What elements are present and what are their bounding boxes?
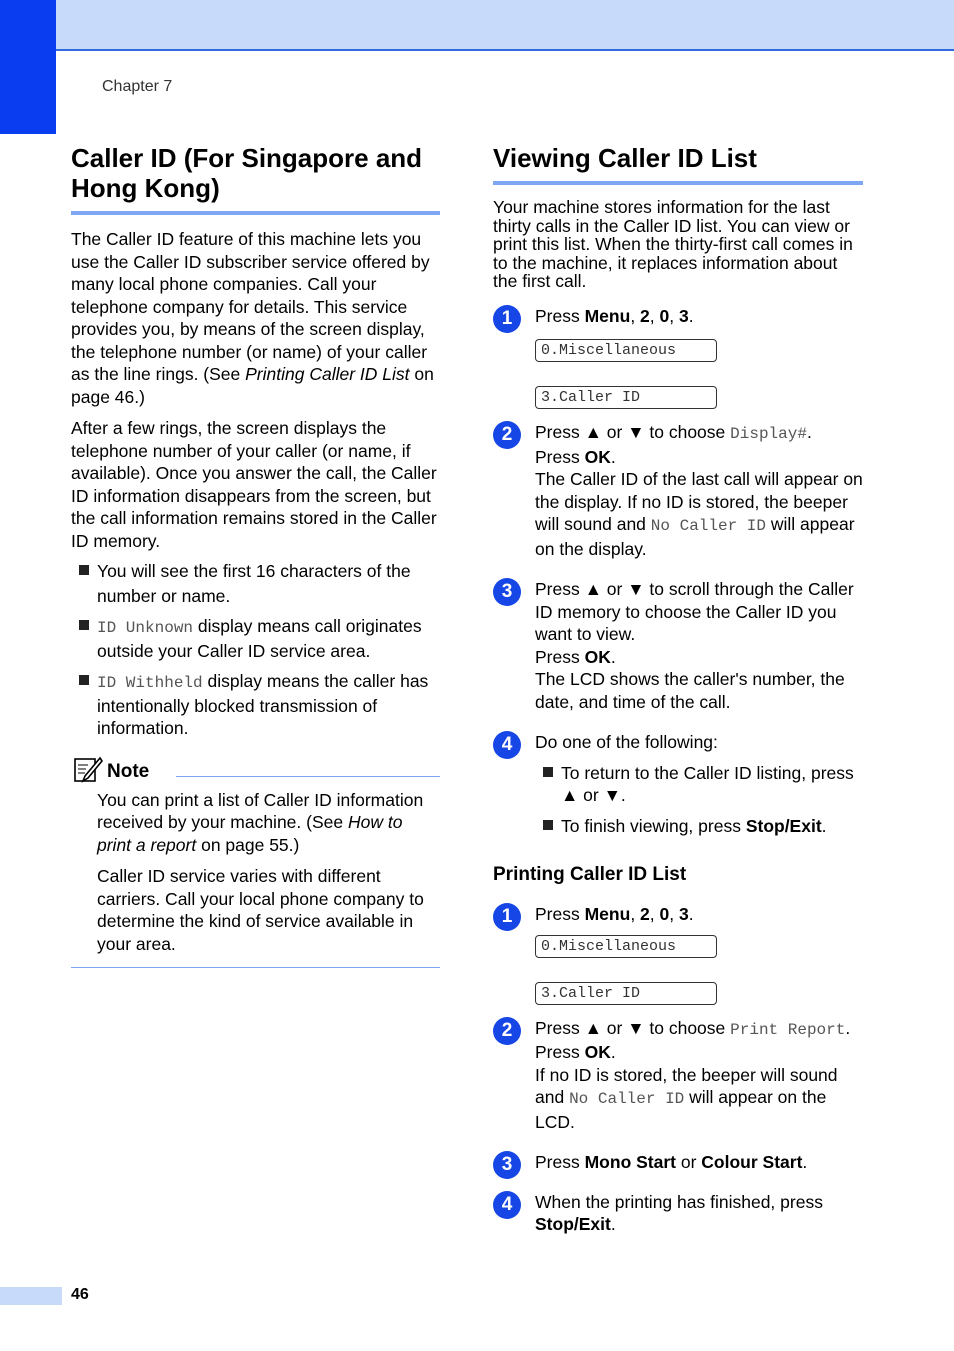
page-number-tab <box>0 1287 62 1305</box>
bullet-item: ID Unknown display means call originates outside your Caller ID service area. <box>71 615 440 662</box>
subsection-title-printing: Printing Caller ID List <box>493 864 687 885</box>
header-band <box>0 0 954 51</box>
print-step-1: 1 Press Menu, 2, 0, 3. 0.Miscellaneous 3.Caller ID <box>493 903 863 1005</box>
intro-paragraph: The Caller ID feature of this machine lets you use the Caller ID subscriber service offered by many local phone companies. Call your telephone company for details. This service provides you, by means of the screen display, the telephone number (or name) of your caller as the line rings. (See Printing Caller ID List on page 46.) <box>71 229 434 407</box>
note-paragraph: You can print a list of Caller ID information received by your machine. (See How to print a report on page 55.) <box>97 789 424 855</box>
print-step-4: 4 When the printing has finished, press Stop/Exit. <box>493 1191 863 1236</box>
bullet-item: ID Withheld display means the caller has intentionally blocked transmission of information. <box>71 670 440 740</box>
view-step-3: 3 Press ▲ or ▼ to scroll through the Caller ID memory to choose the Caller ID you want to view. Press OK. The LCD shows the caller's number, the date, and time of the call. <box>493 578 863 713</box>
step-number-badge: 2 <box>493 1017 521 1045</box>
section-title-viewing: Viewing Caller ID List <box>493 143 863 185</box>
page-number: 46 <box>71 1286 89 1303</box>
bullet-item: To finish viewing, press Stop/Exit. <box>535 815 863 838</box>
step-number-badge: 1 <box>493 305 521 333</box>
square-bullet-icon <box>543 767 553 777</box>
viewing-intro: Your machine stores information for the last thirty calls in the Caller ID list. You can view or print this list. When the thirty-first call comes in to the machine, it replaces information about the first call. <box>493 197 853 291</box>
bullet-item: To return to the Caller ID listing, press ▲ or ▼. <box>535 762 863 807</box>
display-paragraph: After a few rings, the screen displays the telephone number of your caller (or name, if available). Once you answer the call, the Caller ID information disappears from the screen, but the call information remains stored in the Caller ID memory. <box>71 418 437 551</box>
view-step-1: 1 Press Menu, 2, 0, 3. 0.Miscellaneous 3.Caller ID <box>493 305 863 410</box>
step-number-badge: 3 <box>493 578 521 606</box>
square-bullet-icon <box>79 565 89 575</box>
note-divider <box>176 776 440 777</box>
step-number-badge: 1 <box>493 903 521 931</box>
step-number-badge: 2 <box>493 421 521 449</box>
chapter-tab <box>0 0 56 134</box>
note-paragraph: Caller ID service varies with different carriers. Call your local phone company to determine the kind of service available in your area. <box>97 866 424 954</box>
section-title-caller-id: Caller ID (For Singapore and Hong Kong) <box>71 143 440 215</box>
note-box <box>71 756 440 969</box>
print-step-3: 3 Press Mono Start or Colour Start. <box>493 1151 863 1174</box>
note-title: Note <box>107 760 150 782</box>
lcd-display: 3.Caller ID <box>535 386 717 409</box>
left-column <box>71 143 440 968</box>
lcd-display: 0.Miscellaneous <box>535 935 717 958</box>
step-number-badge: 4 <box>493 731 521 759</box>
step-number-badge: 3 <box>493 1151 521 1179</box>
note-pencil-icon <box>73 756 103 784</box>
bullet-item: You will see the first 16 characters of the number or name. <box>71 560 440 607</box>
square-bullet-icon <box>79 620 89 630</box>
lcd-display: 0.Miscellaneous <box>535 339 717 362</box>
square-bullet-icon <box>79 675 89 685</box>
right-column <box>493 143 863 1236</box>
view-step-2: 2 Press ▲ or ▼ to choose Display#. Press OK. The Caller ID of the last call will appear on the display. If no ID is stored, the beeper will sound and No Caller ID will appear on the display. <box>493 421 863 560</box>
lcd-display: 3.Caller ID <box>535 982 717 1005</box>
print-step-2: 2 Press ▲ or ▼ to choose Print Report. Press OK. If no ID is stored, the beeper will sound and No Caller ID will appear on the LCD. <box>493 1017 863 1134</box>
square-bullet-icon <box>543 820 553 830</box>
cross-ref-link: Printing Caller ID List <box>245 364 410 384</box>
step-number-badge: 4 <box>493 1191 521 1219</box>
chapter-label: Chapter 7 <box>102 78 173 95</box>
view-step-4: 4 Do one of the following: To return to the Caller ID listing, press ▲ or ▼. To finish viewing, press Stop/Exit. <box>493 731 863 837</box>
